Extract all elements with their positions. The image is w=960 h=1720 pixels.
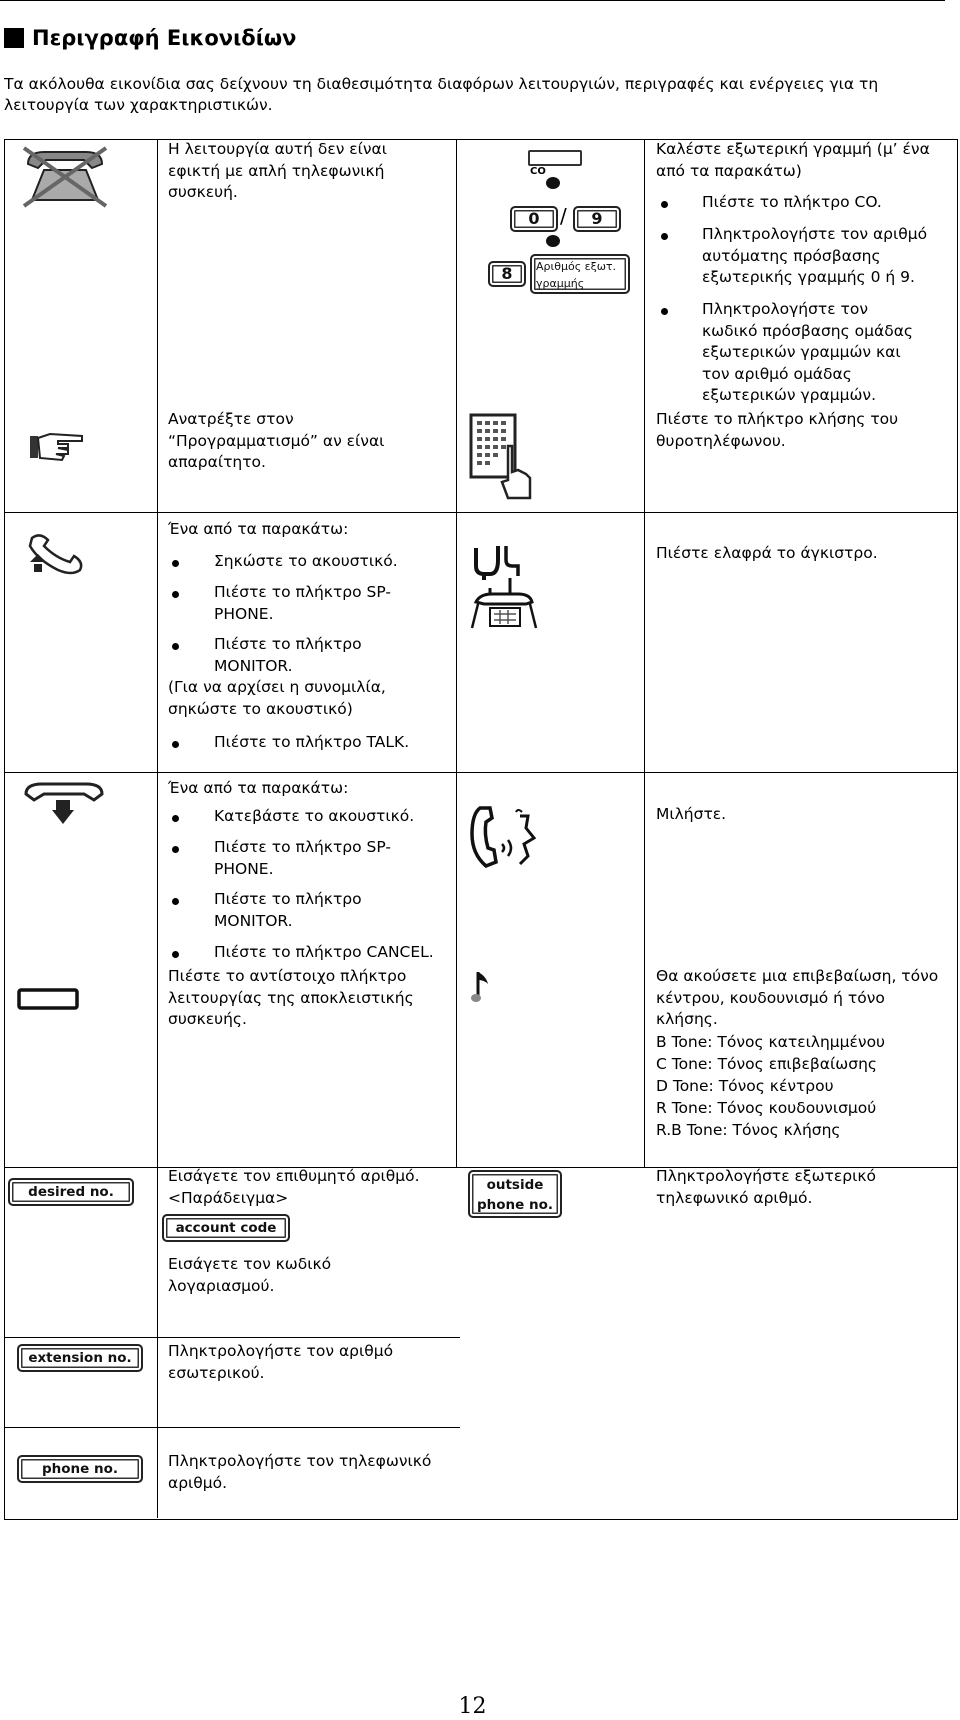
on-hook-icon — [22, 780, 106, 830]
crossed-phone-icon — [22, 146, 108, 208]
outside-number-text: Πληκτρολογήστε εξωτερικό τηλεφωνικό αριθμό. — [656, 1167, 876, 1207]
tone-note-icon — [470, 970, 492, 1004]
seize-line-title: Καλέστε εξωτερική γραμμή (μ’ ένα από τα παρακάτω) — [656, 140, 930, 180]
phone-number-icon: phone no. — [17, 1455, 143, 1483]
on-hook-item: Πιέστε το πλήκτρο CANCEL. — [214, 943, 434, 961]
off-hook-note: (Για να αρχίσει η συνομιλία, σηκώστε το ακουστικό) — [168, 678, 386, 718]
bullet-icon — [172, 815, 179, 822]
bullet-icon — [172, 591, 179, 598]
off-hook-item: Πιέστε το πλήκτρο TALK. — [214, 733, 410, 751]
co-button-icon — [528, 150, 582, 166]
seize-line-item: Πιέστε το πλήκτρο CO. — [702, 193, 882, 211]
key-0-icon: 0 — [510, 206, 558, 232]
or-bubble-icon — [545, 176, 561, 190]
tones-text: Θα ακούσετε μια επιβεβαίωση, τόνο κέντρου, κουδουνισμό ή τόνο κλήσης. — [656, 967, 939, 1028]
off-hook-icon — [26, 530, 88, 576]
on-hook-item: Πιέστε το πλήκτρο MONITOR. — [214, 890, 362, 930]
refer-programming-text: Ανατρέξτε στον “Προγραμματισμό” αν είναι απαραίτητο. — [168, 410, 385, 471]
talk-text: Μιλήστε. — [656, 805, 727, 823]
tone-item: C Tone: Τόνος επιβεβαίωσης — [656, 1055, 877, 1073]
intro-paragraph: Τα ακόλουθα εικονίδια σας δείχνουν τη διαθεσιμότητα διαφόρων λειτουργιών, περιγραφές και ενέργειες για τη λειτουργία των χαρακτηριστικών. — [4, 75, 879, 114]
phone-number-text: Πληκτρολογήστε τον τηλεφωνικό αριθμό. — [168, 1452, 432, 1492]
bullet-icon — [661, 308, 668, 315]
outside-phone-number-icon: outside phone no. — [468, 1170, 562, 1218]
extension-number-text: Πληκτρολογήστε τον αριθμό εσωτερικού. — [168, 1342, 394, 1382]
bullet-icon — [172, 951, 179, 958]
account-code-text: Εισάγετε τον κωδικό λογαριασμού. — [168, 1255, 332, 1295]
table-divider — [456, 139, 457, 1167]
tone-item: R.B Tone: Τόνος κλήσης — [656, 1121, 841, 1139]
line-access-code-icon: Αριθμός εξωτ. γραμμής — [530, 254, 630, 294]
seize-line-item: Πληκτρολογήστε τον κωδικό πρόσβασης ομάδας εξωτερικών γραμμών και τον αριθμό ομάδας εξωτερικών γραμμών. — [702, 300, 914, 404]
bullet-icon — [172, 741, 179, 748]
table-row-divider — [4, 1337, 460, 1338]
bullet-icon — [172, 643, 179, 650]
doorphone-text: Πιέστε το πλήκτρο κλήσης του θυροτηλέφωνου. — [656, 410, 899, 450]
page-number: 12 — [458, 1694, 487, 1719]
off-hook-item: Πιέστε το πλήκτρο SP-PHONE. — [214, 583, 391, 623]
slash-separator: / — [560, 204, 567, 228]
off-hook-title: Ένα από τα παρακάτω: — [168, 520, 349, 538]
talk-icon — [470, 804, 540, 870]
tone-item: D Tone: Τόνος κέντρου — [656, 1077, 834, 1095]
table-row-divider — [4, 1427, 460, 1428]
desired-number-text: Εισάγετε τον επιθυμητό αριθμό. — [168, 1167, 420, 1185]
key-8-icon: 8 — [488, 261, 526, 287]
on-hook-item: Κατεβάστε το ακουστικό. — [214, 807, 415, 825]
tone-item: B Tone: Τόνος κατειλημμένου — [656, 1033, 886, 1051]
bullet-icon — [661, 201, 668, 208]
on-hook-title: Ένα από τα παρακάτω: — [168, 779, 349, 797]
desired-number-icon: desired no. — [8, 1178, 134, 1206]
on-hook-item: Πιέστε το πλήκτρο SP-PHONE. — [214, 838, 391, 878]
section-heading — [4, 26, 296, 50]
not-available-text: Η λειτουργία αυτή δεν είναι εφικτή με απλή τηλεφωνική συσκευή. — [168, 140, 388, 201]
co-button-label: CO — [530, 166, 546, 177]
key-9-icon: 9 — [573, 206, 621, 232]
extension-number-icon: extension no. — [17, 1344, 143, 1372]
hookswitch-icon — [470, 544, 540, 630]
off-hook-item: Σηκώστε το ακουστικό. — [214, 552, 398, 570]
top-rule — [0, 0, 945, 1]
table-row-divider — [4, 772, 957, 773]
example-label: <Παράδειγμα> — [168, 1189, 289, 1207]
keypad-press-icon — [468, 412, 540, 504]
bullet-icon — [172, 560, 179, 567]
table-row-divider — [4, 512, 957, 513]
seize-line-item: Πληκτρολογήστε τον αριθμό αυτόματης πρόσβασης εξωτερικής γραμμής 0 ή 9. — [702, 225, 928, 286]
tone-item: R Tone: Τόνος κουδουνισμού — [656, 1099, 877, 1117]
pointing-hand-icon — [28, 428, 86, 462]
feature-key-icon — [17, 988, 79, 1010]
account-code-icon: account code — [162, 1214, 290, 1242]
bullet-icon — [661, 233, 668, 240]
heading-title: Περιγραφή Εικονιδίων — [32, 26, 297, 50]
heading-square-icon — [4, 28, 24, 48]
feature-key-text: Πιέστε το αντίστοιχο πλήκτρο λειτουργίας της αποκλειστικής συσκευής. — [168, 967, 414, 1028]
hookswitch-text: Πιέστε ελαφρά το άγκιστρο. — [656, 544, 878, 562]
bullet-icon — [172, 898, 179, 905]
or-bubble-icon — [545, 234, 561, 248]
off-hook-item: Πιέστε το πλήκτρο MONITOR. — [214, 635, 362, 675]
table-divider — [157, 139, 158, 1518]
bullet-icon — [172, 846, 179, 853]
table-divider — [644, 139, 645, 1167]
